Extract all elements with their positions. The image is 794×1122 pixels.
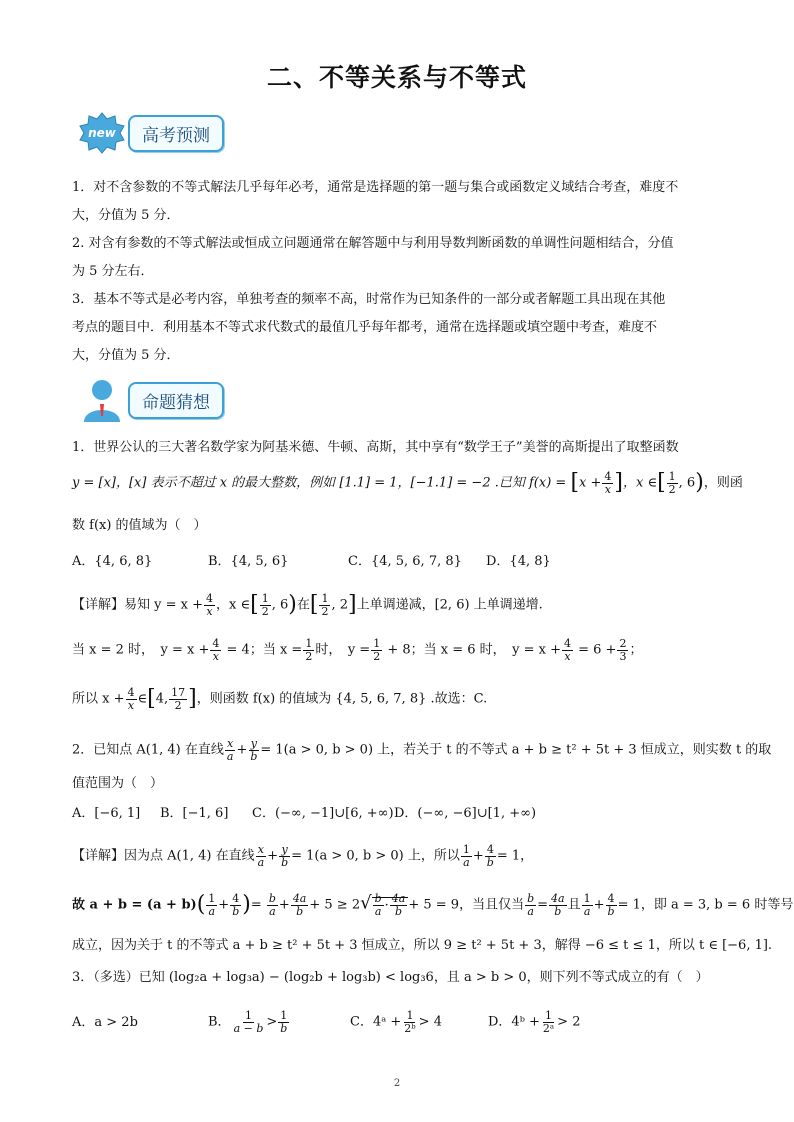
new-starburst-icon — [78, 112, 126, 154]
forecast-p3b: 考点的题目中．利用基本不等式求代数式的最值几乎每年都考，通常在选择题或填空题中考查，难度不 — [72, 320, 658, 335]
forecast-p3c: 大，分值为 5 分． — [72, 348, 180, 363]
q3-option-c: C．4ᵃ + $\frac{1}{\text{2ᵇ}}$ > 4 — [350, 1009, 442, 1035]
frac-half: $\frac{1}{2}$ — [668, 470, 676, 496]
q1-option-d: D．{4, 8} — [486, 554, 551, 569]
new-label: new — [88, 126, 116, 140]
q2-stem-a: 2．已知点 A(1, 4) 在直线 $\frac{x}{a}$ + $\frac{y}{b}$ = 1(a > 0, b > 0) 上，若关于 t 的不等式 a + b ≥ t² + 5t + 3 恒成立，则实数 t 的取 — [72, 737, 772, 763]
q1-stem-a: 1．世界公认的三大著名数学家为阿基米德、牛顿、高斯，其中享有“数学王子”美誉的高斯提出了取整函数 — [72, 440, 679, 455]
q3-option-a: A．a > 2b — [72, 1014, 138, 1030]
q2-stem-b: 值范围为（ ） — [72, 776, 164, 791]
forecast-p1a: 1．对不含参数的不等式解法几乎每年必考，通常是选择题的第一题与集合或函数定义域结合考查，难度不 — [72, 180, 679, 195]
forecast-p3a: 3．基本不等式是必考内容，单独考查的频率不高，时常作为已知条件的一部分或者解题工具出现在其他 — [72, 292, 666, 307]
q1-detail-b: 当 x = 2 时， y = x + $\frac{4}{x}$ = 4；当 x = $\frac{1}{2}$ 时， y = $\frac{1}{2}$ + 8；当 x = 6 时， y = x + $\frac{4}{x}$ = 6 + $\frac{2}{3}$ ； — [72, 637, 643, 663]
q2-option-a: A．[−6, 1] — [72, 806, 141, 821]
person-icon — [80, 376, 124, 424]
q3-options — [72, 1010, 734, 1034]
q1-stem-c: 数 f(x) 的值域为（ ） — [72, 518, 207, 533]
frac-4-over-x: $\frac{4}{x}$ — [604, 470, 612, 496]
q1-option-c: C．{4, 5, 6, 7, 8} — [348, 554, 462, 569]
q2-detail-c: 成立，因为关于 t 的不等式 a + b ≥ t² + 5t + 3 恒成立，所以 9 ≥ t² + 5t + 3，解得 −6 ≤ t ≤ 1，所以 t ∈ [−6, 1]. — [72, 938, 773, 953]
q2-option-c: C．(−∞, −1]∪[6, +∞) — [252, 806, 394, 821]
q2-option-b: B．[−1, 6] — [160, 806, 229, 821]
q1-option-b: B．{4, 5, 6} — [208, 554, 289, 569]
q3-option-d: D．4ᵇ + $\frac{1}{\text{2ᵃ}}$ > 2 — [488, 1009, 581, 1035]
forecast-p1b: 大，分值为 5 分． — [72, 208, 180, 223]
guess-badge — [80, 376, 224, 424]
q3-stem: 3．（多选）已知 (log₂a + log₃a) − (log₂b + log₃b) < log₃6，且 a > b > 0，则下列不等式成立的有（ ） — [72, 970, 709, 985]
q2-options — [72, 806, 734, 822]
page-number: 2 — [393, 1078, 401, 1089]
forecast-p2b: 为 5 分左右． — [72, 264, 154, 279]
q2-option-d: D．(−∞, −6]∪[1, +∞) — [394, 806, 537, 821]
forecast-p2a: 2. 对含有参数的不等式解法或恒成立问题通常在解答题中与利用导数判断函数的单调性问题相结合，分值 — [72, 236, 674, 251]
q2-detail-b: 故 a + b = (a + b)( $\frac{1}{a}$ + $\frac{4}{b}$ )= $\frac{b}{a}$ + $\frac{4a}{b}$ + 5 ≥ 2√ $\frac{b}{a}$ · $\frac{4a}{b}$ + 5 = 9，当且仅当 $\frac{b}{a}$ = $\frac{4a}{b}$ 且 $\frac{1}{a}$ + $\frac{4}{b}$ = 1，即 a = 3, b = 6 时等号 — [72, 892, 794, 918]
guess-label: 命题猜想 — [128, 382, 224, 419]
q1-stem-b: y = [x]，[x] 表示不超过 x 的最大整数，例如 [1.1] = 1，[−1.1] = −2 .已知 f(x) = [x + $\frac{4}{x}$ ]，x ∈[ $\frac{1}{2}$ , 6)，则函 — [72, 470, 743, 496]
q1-detail-a: 【详解】易知 y = x + $\frac{4}{x}$ ，x ∈[ $\frac{1}{2}$ , 6)在[ $\frac{1}{2}$ , 2]上单调递减，[2, 6) 上单调递增. — [72, 592, 543, 618]
q1-options — [72, 554, 734, 570]
q1-option-a: A．{4, 6, 8} — [72, 554, 153, 569]
q3-option-b: B． $\frac{1}{a - b}$ > $\frac{1}{b}$ — [208, 1009, 288, 1035]
q1-detail-c: 所以 x + $\frac{4}{x}$ ∈[4, $\frac{17}{2}$ ]，则函数 f(x) 的值域为 {4, 5, 6, 7, 8} .故选：C. — [72, 686, 488, 712]
page-title: 二、不等关系与不等式 — [266, 63, 527, 92]
forecast-label: 高考预测 — [128, 115, 224, 152]
forecast-badge — [78, 112, 224, 154]
q2-detail-a: 【详解】因为点 A(1, 4) 在直线 $\frac{x}{a}$ + $\frac{y}{b}$ = 1(a > 0, b > 0) 上，所以 $\frac{1}{a}$ + $\frac{4}{b}$ = 1， — [72, 843, 534, 869]
